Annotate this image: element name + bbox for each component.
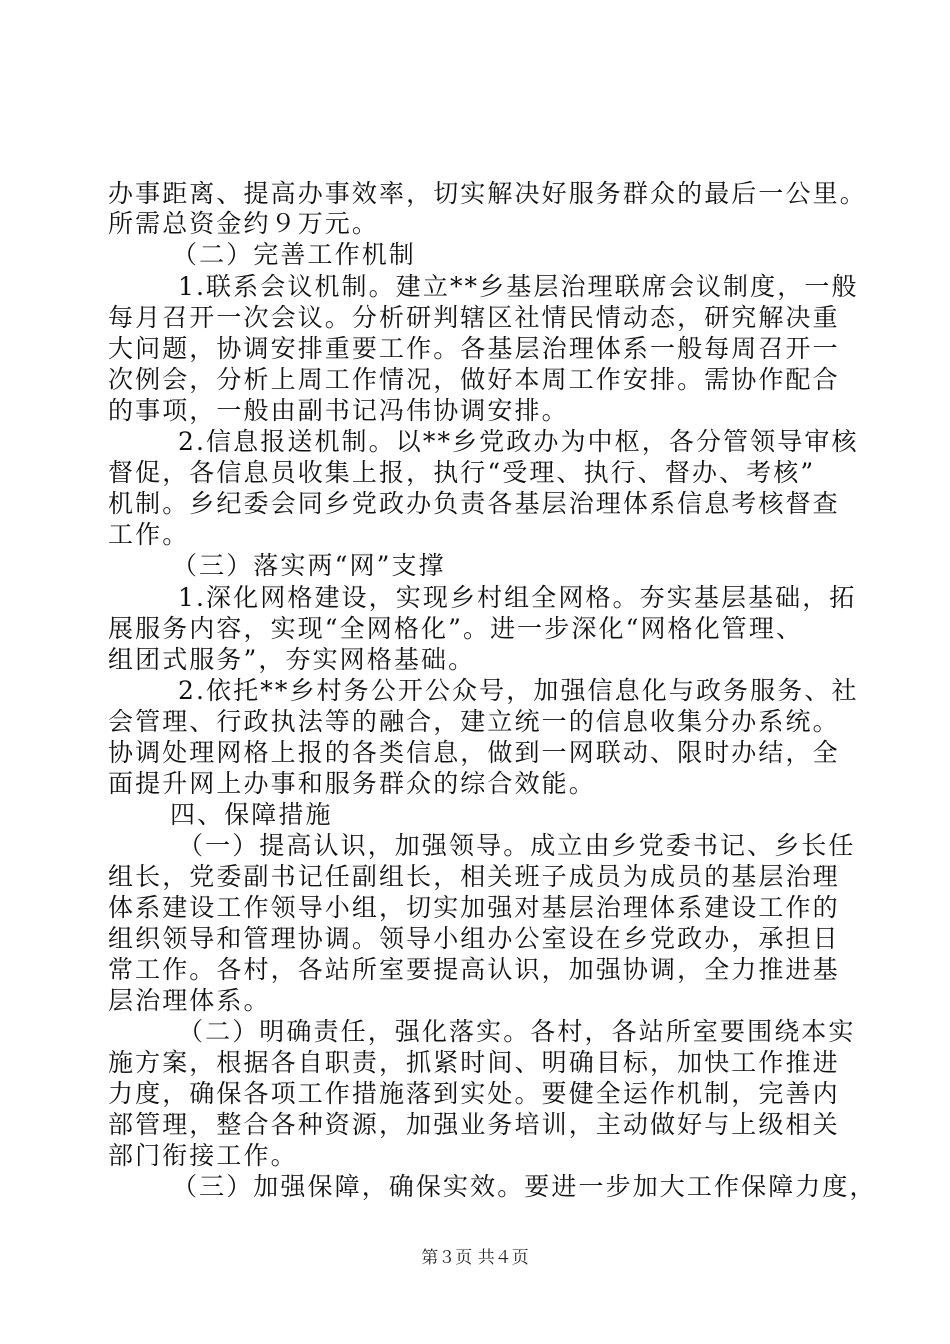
text-line: 体系建设工作领导小组，切实加强对基层治理体系建设工作的 [108, 893, 840, 922]
text-line: 施方案，根据各自职责，抓紧时间、明确目标，加快工作推进 [108, 1048, 840, 1077]
section-heading: 四、保障措施 [170, 800, 333, 829]
section-heading: （三）落实两“网”支撑 [172, 551, 446, 580]
text-line: 协调处理网格上报的各类信息，做到一网联动、限时办结，全 [108, 738, 840, 767]
text-line: （二）明确责任，强化落实。各村，各站所室要围绕本实 [178, 1017, 856, 1046]
text-line: 大问题，协调安排重要工作。各基层治理体系一般每周召开一 [108, 334, 840, 363]
text-line: 次例会，分析上周工作情况，做好本周工作安排。需协作配合 [108, 365, 840, 394]
text-line: 2.信息报送机制。以**乡党政办为中枢，各分管领导审核 [178, 427, 859, 456]
page-footer: 第３页 共４页 [421, 1248, 529, 1268]
text-line: 组织领导和管理协调。领导小组办公室设在乡党政办，承担日 [108, 924, 840, 953]
text-line: 工作。 [108, 520, 190, 549]
text-line: 常工作。各村，各站所室要提高认识，加强协调，全力推进基 [108, 955, 840, 984]
text-line: （一）提高认识，加强领导。成立由乡党委书记、乡长任 [178, 831, 856, 860]
text-line: 1.联系会议机制。建立**乡基层治理联席会议制度，一般 [178, 272, 859, 301]
text-line: 层治理体系。 [108, 986, 271, 1015]
text-line: 展服务内容，实现“全网格化”。进一步深化“网格化管理、 [108, 614, 804, 643]
text-line: 督促，各信息员收集上报，执行“受理、执行、督办、考核” [108, 458, 816, 487]
text-line: 机制。乡纪委会同乡党政办负责各基层治理体系信息考核督查 [108, 489, 840, 518]
text-line: 部门衔接工作。 [108, 1141, 298, 1170]
text-line: 每月召开一次会议。分析研判辖区社情民情动态，研究解决重 [108, 303, 840, 332]
text-line: 所需总资金约９万元。 [108, 209, 380, 238]
text-line: 组团式服务”，夯实网格基础。 [108, 645, 476, 674]
text-line: （三）加强保障，确保实效。要进一步加大工作保障力度， [172, 1172, 877, 1201]
text-line: 面提升网上办事和服务群众的综合效能。 [108, 769, 596, 798]
text-line: 力度，确保各项工作措施落到实处。要健全运作机制，完善内 [108, 1079, 840, 1108]
text-line: 1.深化网格建设，实现乡村组全网格。夯实基层基础，拓 [178, 583, 857, 612]
text-line: 办事距离、提高办事效率，切实解决好服务群众的最后一公里。 [108, 179, 867, 208]
text-line: 2.依托**乡村务公开公众号，加强信息化与政务服务、社 [178, 676, 859, 705]
text-line: 部管理，整合各种资源，加强业务培训，主动做好与上级相关 [108, 1110, 840, 1139]
section-heading: （二）完善工作机制 [172, 240, 416, 269]
text-line: 组长，党委副书记任副组长，相关班子成员为成员的基层治理 [108, 862, 840, 891]
text-line: 的事项，一般由副书记冯伟协调安排。 [108, 396, 569, 425]
text-line: 会管理、行政执法等的融合，建立统一的信息收集分办系统。 [108, 707, 840, 736]
